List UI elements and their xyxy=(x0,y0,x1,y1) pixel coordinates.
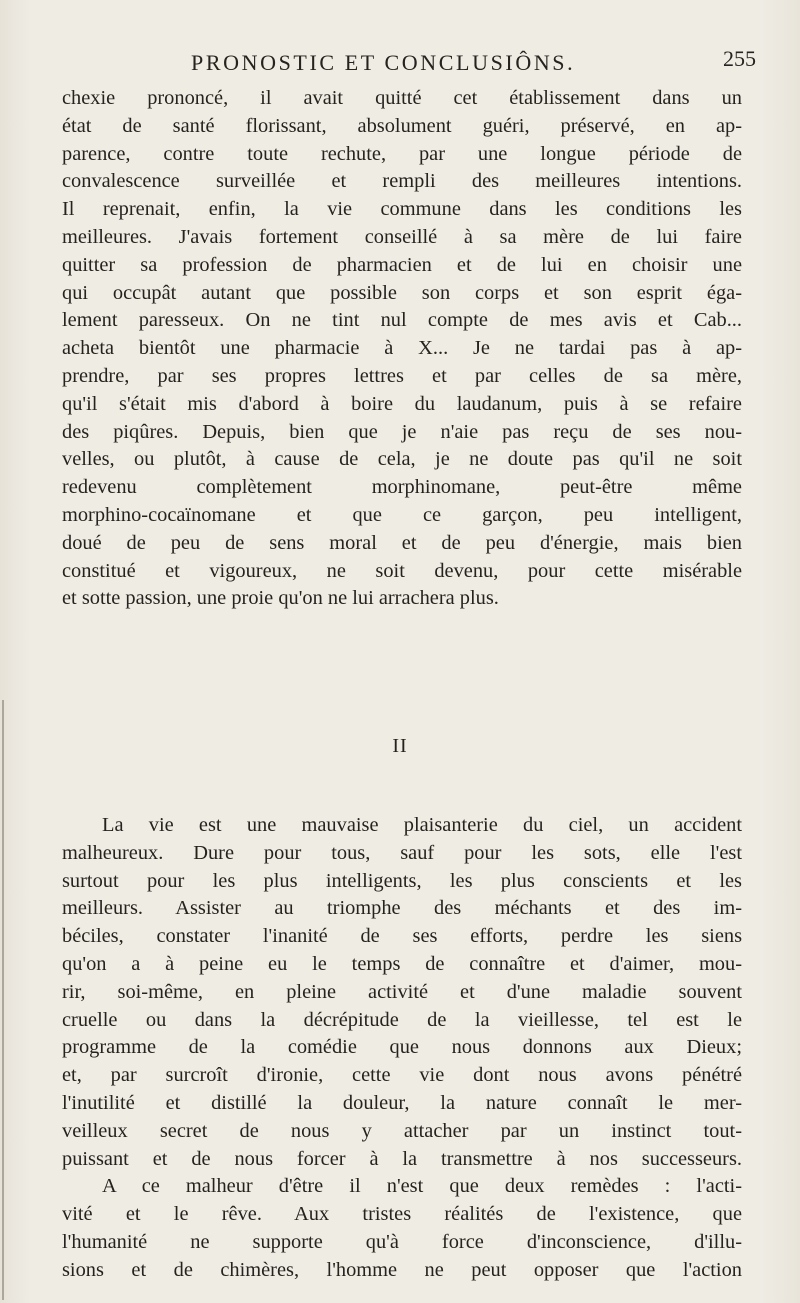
text-line: des piqûres. Depuis, bien que je n'aie pas reçu de ses nou- xyxy=(62,420,742,443)
text-line: doué de peu de sens moral et de peu d'énergie, mais bien xyxy=(62,531,742,554)
text-line: veilleux secret de nous y attacher par un instinct tout- xyxy=(62,1119,742,1142)
page-number: 255 xyxy=(723,46,756,71)
text-line: cruelle ou dans la décrépitude de la vieillesse, tel est le xyxy=(62,1008,742,1031)
text-line: acheta bientôt une pharmacie à X... Je ne tardai pas à ap- xyxy=(62,337,742,360)
section-number: II xyxy=(392,735,408,757)
text-line: qu'on a à peine eu le temps de connaître et d'aimer, mou- xyxy=(62,952,742,975)
text-line: programme de la comédie que nous donnons aux Dieux; xyxy=(62,1036,742,1059)
text-line: La vie est une mauvaise plaisanterie du ciel, un accident xyxy=(102,814,742,836)
text-line: vité et le rêve. Aux tristes réalités de l'existence, que xyxy=(62,1203,742,1226)
text-line: Il reprenait, enfin, la vie commune dans les conditions les xyxy=(62,198,742,221)
page-edge-shadow xyxy=(2,700,4,1300)
text-line: et sotte passion, une proie qu'on ne lui arrachera plus. xyxy=(62,587,499,610)
text-line: l'humanité ne supporte qu'à force d'inconscience, d'illu- xyxy=(62,1230,742,1253)
text-line: surtout pour les plus intelligents, les plus conscients et les xyxy=(62,869,742,892)
text-line: rir, soi-même, en pleine activité et d'une maladie souvent xyxy=(62,980,742,1003)
text-line: sions et de chimères, l'homme ne peut opposer que l'action xyxy=(62,1258,742,1281)
text-line: quitter sa profession de pharmacien et de lui en choisir une xyxy=(62,253,742,276)
text-line: constitué et vigoureux, ne soit devenu, pour cette misérable xyxy=(62,559,742,582)
paragraph-1 xyxy=(62,85,742,613)
text-line: chexie prononcé, il avait quitté cet établissement dans un xyxy=(62,87,742,109)
text-line: A ce malheur d'être il n'est que deux remèdes : l'acti- xyxy=(102,1175,742,1198)
text-line: prendre, par ses propres lettres et par celles de sa mère, xyxy=(62,364,742,387)
text-line: qu'il s'était mis d'abord à boire du laudanum, puis à se refaire xyxy=(62,392,742,415)
text-line: parence, contre toute rechute, par une longue période de xyxy=(62,142,742,165)
text-line: redevenu complètement morphinomane, peut-être même xyxy=(62,476,742,499)
text-line: morphino-cocaïnomane et que ce garçon, peu intelligent, xyxy=(62,503,742,526)
text-line: qui occupât autant que possible son corps et son esprit éga- xyxy=(62,281,742,304)
text-line: puissant et de nous forcer à la transmettre à nos successeurs. xyxy=(62,1147,742,1170)
text-line: l'inutilité et distillé la douleur, la nature connaît le mer- xyxy=(62,1091,742,1114)
page-header xyxy=(96,46,756,78)
text-line: convalescence surveillée et rempli des meilleures intentions. xyxy=(62,170,742,193)
text-line: lement paresseux. On ne tint nul compte de mes avis et Cab... xyxy=(62,309,742,332)
text-line: meilleures. J'avais fortement conseillé à sa mère de lui faire xyxy=(62,225,742,248)
text-line: velles, ou plutôt, à cause de cela, je ne doute pas qu'il ne soit xyxy=(62,448,742,471)
text-line: béciles, constater l'inanité de ses efforts, perdre les siens xyxy=(62,925,742,948)
running-title: PRONOSTIC ET CONCLUSIÔNS. xyxy=(191,50,576,75)
text-line: malheureux. Dure pour tous, sauf pour les sots, elle l'est xyxy=(62,841,742,864)
text-line: et, par surcroît d'ironie, cette vie dont nous avons pénétré xyxy=(62,1064,742,1087)
paragraph-2 xyxy=(62,812,742,1285)
text-line: état de santé florissant, absolument guéri, préservé, en ap- xyxy=(62,114,742,137)
text-line: meilleurs. Assister au triomphe des méchants et des im- xyxy=(62,897,742,920)
